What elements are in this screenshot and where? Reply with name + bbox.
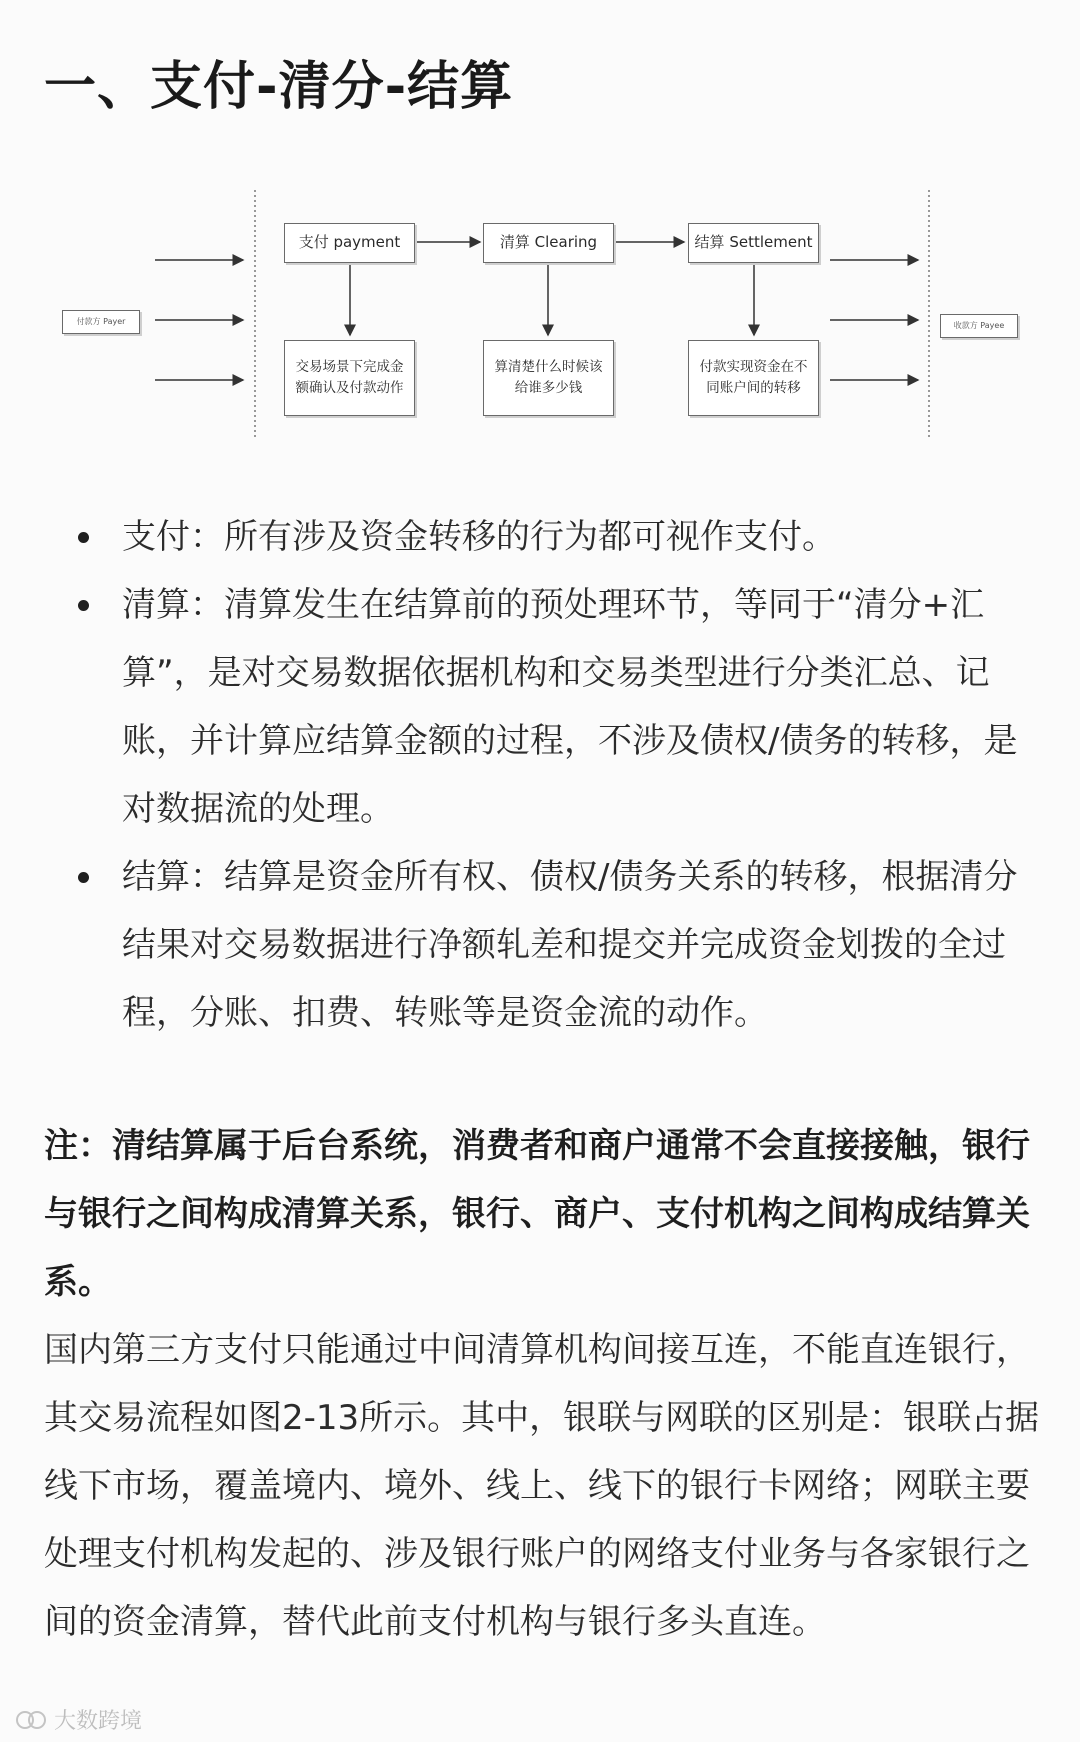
bullet-settlement: 结算：结算是资金所有权、债权/债务关系的转移，根据清分结果对交易数据进行净额轧差和提交并完成资金划拨的全过程，分账、扣费、转账等是资金流的动作。 [68,843,1048,1047]
body-paragraph: 国内第三方支付只能通过中间清算机构间接互连，不能直连银行，其交易流程如图2-13所示。其中，银联与网联的区别是：银联占据线下市场，覆盖境内、境外、线上、线下的银行卡网络；网联主要处理支付机构发起的、涉及银行账户的网络支付业务与各家银行之间的资金清算，替代此前支付机构与银行多头直连。 [44,1330,1040,1642]
settlement-stage-node: 结算 Settlement [688,223,819,263]
clearing-description-node: 算清楚什么时候该给谁多少钱 [483,340,614,416]
watermark-logo-icon [14,1709,48,1731]
note-paragraph: 注：清结算属于后台系统，消费者和商户通常不会直接接触，银行与银行之间构成清算关系，银行、商户、支付机构之间构成结算关系。 [44,1126,1030,1302]
payer-node: 付款方 Payer [62,310,140,334]
watermark-text: 大数跨境 [54,1709,143,1734]
payment-stage-node: 支付 payment [284,223,415,263]
page-title: 一、支付-清分-结算 [44,57,514,117]
watermark [14,1704,142,1735]
payment-description-node: 交易场景下完成金额确认及付款动作 [284,340,415,416]
bullet-payment: 支付：所有涉及资金转移的行为都可视作支付。 [68,503,1048,571]
payment-flow-diagram [0,190,1080,450]
definition-list [68,503,1048,1047]
clearing-stage-node: 清算 Clearing [483,223,614,263]
payee-node: 收款方 Payee [940,314,1018,338]
bullet-clearing: 清算：清算发生在结算前的预处理环节，等同于“清分+汇算”，是对交易数据依据机构和交易类型进行分类汇总、记账，并计算应结算金额的过程，不涉及债权/债务的转移，是对数据流的处理。 [68,571,1048,843]
settlement-description-node: 付款实现资金在不同账户间的转移 [688,340,819,416]
